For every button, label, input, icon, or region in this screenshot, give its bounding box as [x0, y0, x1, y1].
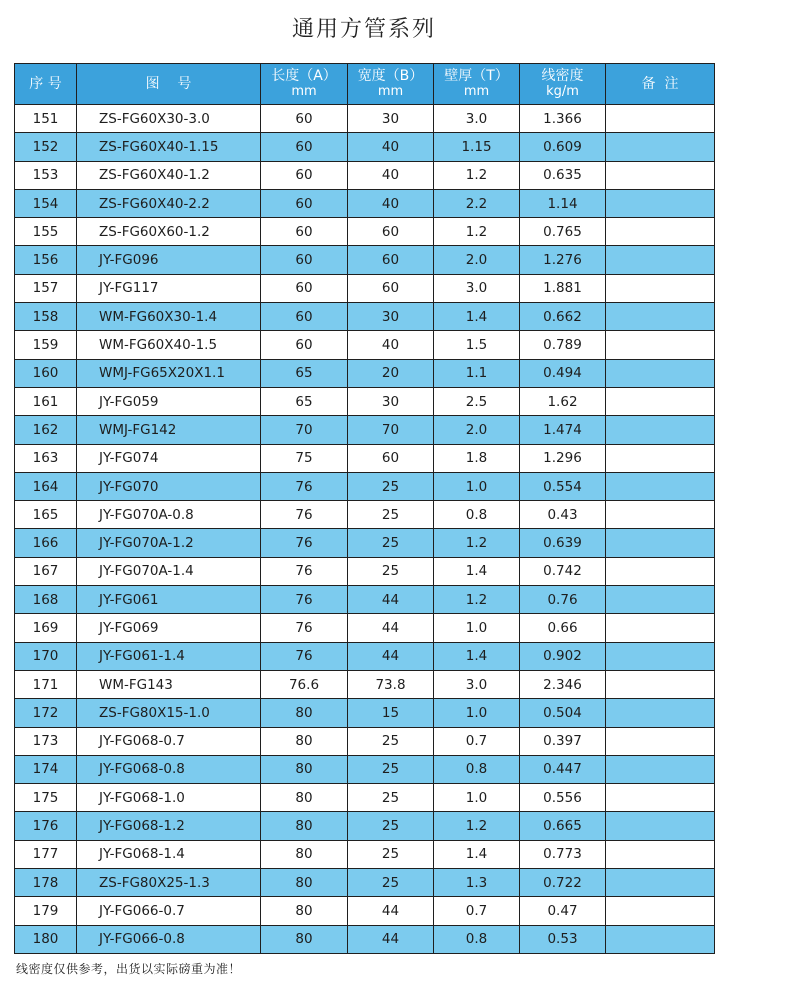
table-row — [15, 331, 715, 359]
cell-thickness: 1.4 — [434, 642, 520, 670]
cell-width: 60 — [348, 218, 434, 246]
cell-drawing: JY-FG074 — [77, 444, 261, 472]
cell-no: 155 — [15, 218, 77, 246]
table-row — [15, 642, 715, 670]
cell-drawing: ZS-FG60X60-1.2 — [77, 218, 261, 246]
cell-width: 25 — [348, 529, 434, 557]
cell-width: 25 — [348, 869, 434, 897]
table-row — [15, 416, 715, 444]
table-row — [15, 472, 715, 500]
cell-thickness: 1.2 — [434, 161, 520, 189]
cell-no: 168 — [15, 586, 77, 614]
table-row — [15, 784, 715, 812]
cell-width: 70 — [348, 416, 434, 444]
cell-length: 76 — [261, 501, 348, 529]
cell-drawing: JY-FG070A-1.4 — [77, 557, 261, 585]
cell-drawing: WM-FG143 — [77, 670, 261, 698]
table-row — [15, 501, 715, 529]
cell-density: 0.47 — [520, 897, 606, 925]
cell-thickness: 0.7 — [434, 897, 520, 925]
cell-width: 40 — [348, 133, 434, 161]
cell-thickness: 1.4 — [434, 840, 520, 868]
cell-drawing: JY-FG059 — [77, 387, 261, 415]
cell-thickness: 1.2 — [434, 586, 520, 614]
cell-no: 161 — [15, 387, 77, 415]
cell-no: 175 — [15, 784, 77, 812]
cell-length: 70 — [261, 416, 348, 444]
cell-density: 0.609 — [520, 133, 606, 161]
cell-length: 60 — [261, 105, 348, 133]
cell-thickness: 1.2 — [434, 812, 520, 840]
cell-density: 0.765 — [520, 218, 606, 246]
cell-remark — [606, 727, 715, 755]
cell-remark — [606, 670, 715, 698]
cell-width: 40 — [348, 189, 434, 217]
cell-remark — [606, 699, 715, 727]
header-row — [15, 64, 715, 105]
cell-thickness: 1.0 — [434, 699, 520, 727]
cell-length: 76 — [261, 614, 348, 642]
cell-thickness: 1.0 — [434, 784, 520, 812]
cell-drawing: ZS-FG80X15-1.0 — [77, 699, 261, 727]
cell-no: 158 — [15, 303, 77, 331]
cell-thickness: 1.3 — [434, 869, 520, 897]
cell-width: 30 — [348, 105, 434, 133]
cell-length: 60 — [261, 218, 348, 246]
cell-width: 60 — [348, 444, 434, 472]
table-row — [15, 133, 715, 161]
cell-no: 173 — [15, 727, 77, 755]
cell-width: 30 — [348, 387, 434, 415]
cell-remark — [606, 472, 715, 500]
table-row — [15, 586, 715, 614]
cell-no: 176 — [15, 812, 77, 840]
cell-no: 157 — [15, 274, 77, 302]
cell-density: 0.662 — [520, 303, 606, 331]
cell-density: 0.722 — [520, 869, 606, 897]
cell-thickness: 0.8 — [434, 925, 520, 953]
cell-length: 80 — [261, 925, 348, 953]
cell-length: 76.6 — [261, 670, 348, 698]
cell-density: 0.494 — [520, 359, 606, 387]
cell-density: 0.53 — [520, 925, 606, 953]
cell-remark — [606, 614, 715, 642]
cell-width: 40 — [348, 331, 434, 359]
cell-width: 25 — [348, 755, 434, 783]
cell-thickness: 1.0 — [434, 614, 520, 642]
cell-thickness: 1.1 — [434, 359, 520, 387]
cell-drawing: WM-FG60X30-1.4 — [77, 303, 261, 331]
cell-width: 60 — [348, 274, 434, 302]
cell-density: 0.397 — [520, 727, 606, 755]
cell-density: 0.66 — [520, 614, 606, 642]
cell-density: 0.635 — [520, 161, 606, 189]
table-row — [15, 246, 715, 274]
cell-length: 76 — [261, 529, 348, 557]
cell-density: 0.43 — [520, 501, 606, 529]
cell-thickness: 1.15 — [434, 133, 520, 161]
header-drawing-label: 图 号 — [145, 75, 192, 92]
cell-remark — [606, 218, 715, 246]
cell-width: 44 — [348, 642, 434, 670]
cell-remark — [606, 557, 715, 585]
cell-thickness: 3.0 — [434, 274, 520, 302]
cell-drawing: ZS-FG80X25-1.3 — [77, 869, 261, 897]
cell-remark — [606, 501, 715, 529]
cell-no: 154 — [15, 189, 77, 217]
cell-thickness: 0.8 — [434, 501, 520, 529]
cell-thickness: 1.4 — [434, 303, 520, 331]
footnote: 线密度仅供参考，出货以实际磅重为准！ — [16, 962, 242, 976]
cell-length: 80 — [261, 784, 348, 812]
cell-remark — [606, 133, 715, 161]
cell-width: 44 — [348, 925, 434, 953]
cell-density: 2.346 — [520, 670, 606, 698]
cell-width: 44 — [348, 614, 434, 642]
cell-thickness: 3.0 — [434, 105, 520, 133]
cell-no: 162 — [15, 416, 77, 444]
cell-no: 166 — [15, 529, 77, 557]
cell-length: 76 — [261, 557, 348, 585]
cell-width: 25 — [348, 472, 434, 500]
cell-drawing: JY-FG061 — [77, 586, 261, 614]
cell-remark — [606, 105, 715, 133]
cell-width: 25 — [348, 784, 434, 812]
cell-length: 80 — [261, 812, 348, 840]
cell-drawing: WMJ-FG142 — [77, 416, 261, 444]
cell-density: 1.14 — [520, 189, 606, 217]
cell-density: 0.902 — [520, 642, 606, 670]
cell-density: 0.504 — [520, 699, 606, 727]
spec-table — [14, 63, 715, 954]
table-row — [15, 699, 715, 727]
page-title: 通用方管系列 — [291, 17, 436, 42]
cell-remark — [606, 897, 715, 925]
cell-length: 60 — [261, 246, 348, 274]
cell-drawing: WM-FG60X40-1.5 — [77, 331, 261, 359]
header-width-unit: mm — [377, 84, 404, 99]
cell-no: 153 — [15, 161, 77, 189]
cell-density: 1.366 — [520, 105, 606, 133]
table-row — [15, 274, 715, 302]
cell-drawing: ZS-FG60X40-2.2 — [77, 189, 261, 217]
cell-remark — [606, 812, 715, 840]
cell-drawing: JY-FG061-1.4 — [77, 642, 261, 670]
cell-length: 65 — [261, 359, 348, 387]
cell-no: 160 — [15, 359, 77, 387]
table-row — [15, 614, 715, 642]
table-row — [15, 105, 715, 133]
cell-length: 60 — [261, 133, 348, 161]
cell-width: 60 — [348, 246, 434, 274]
cell-drawing: JY-FG096 — [77, 246, 261, 274]
cell-length: 80 — [261, 699, 348, 727]
cell-drawing: JY-FG070A-1.2 — [77, 529, 261, 557]
table-row — [15, 557, 715, 585]
table-row — [15, 755, 715, 783]
header-remark-label: 备 注 — [641, 75, 679, 92]
cell-width: 30 — [348, 303, 434, 331]
cell-drawing: JY-FG070A-0.8 — [77, 501, 261, 529]
table-row — [15, 303, 715, 331]
cell-width: 15 — [348, 699, 434, 727]
cell-density: 0.773 — [520, 840, 606, 868]
cell-thickness: 0.8 — [434, 755, 520, 783]
table-row — [15, 218, 715, 246]
cell-no: 159 — [15, 331, 77, 359]
header-density-label: 线密度 — [541, 68, 584, 84]
cell-no: 164 — [15, 472, 77, 500]
cell-density: 1.296 — [520, 444, 606, 472]
cell-remark — [606, 189, 715, 217]
cell-width: 25 — [348, 727, 434, 755]
cell-width: 73.8 — [348, 670, 434, 698]
cell-no: 177 — [15, 840, 77, 868]
cell-thickness: 2.5 — [434, 387, 520, 415]
cell-width: 25 — [348, 557, 434, 585]
header-drawing — [77, 64, 261, 105]
table-header — [15, 64, 715, 105]
cell-remark — [606, 784, 715, 812]
cell-length: 65 — [261, 387, 348, 415]
cell-density: 0.665 — [520, 812, 606, 840]
cell-length: 60 — [261, 303, 348, 331]
cell-thickness: 2.0 — [434, 246, 520, 274]
header-length — [261, 64, 348, 105]
cell-remark — [606, 642, 715, 670]
cell-remark — [606, 755, 715, 783]
table-body — [15, 105, 715, 954]
cell-no: 172 — [15, 699, 77, 727]
cell-length: 60 — [261, 331, 348, 359]
cell-length: 76 — [261, 472, 348, 500]
cell-width: 44 — [348, 586, 434, 614]
cell-thickness: 1.8 — [434, 444, 520, 472]
cell-drawing: JY-FG068-0.7 — [77, 727, 261, 755]
cell-density: 0.554 — [520, 472, 606, 500]
cell-drawing: JY-FG070 — [77, 472, 261, 500]
table-row — [15, 444, 715, 472]
header-no-label: 序 号 — [29, 75, 62, 92]
cell-drawing: JY-FG117 — [77, 274, 261, 302]
cell-length: 75 — [261, 444, 348, 472]
cell-drawing: JY-FG068-1.0 — [77, 784, 261, 812]
table-row — [15, 840, 715, 868]
cell-length: 80 — [261, 897, 348, 925]
cell-drawing: JY-FG069 — [77, 614, 261, 642]
cell-length: 60 — [261, 274, 348, 302]
cell-drawing: WMJ-FG65X20X1.1 — [77, 359, 261, 387]
cell-no: 170 — [15, 642, 77, 670]
cell-remark — [606, 529, 715, 557]
cell-remark — [606, 925, 715, 953]
cell-density: 0.76 — [520, 586, 606, 614]
cell-drawing: ZS-FG60X40-1.15 — [77, 133, 261, 161]
cell-no: 167 — [15, 557, 77, 585]
header-width-label: 宽度（B） — [357, 68, 424, 84]
cell-remark — [606, 161, 715, 189]
cell-remark — [606, 444, 715, 472]
cell-no: 179 — [15, 897, 77, 925]
cell-thickness: 2.0 — [434, 416, 520, 444]
header-density — [520, 64, 606, 105]
cell-remark — [606, 246, 715, 274]
table-row — [15, 727, 715, 755]
cell-thickness: 1.4 — [434, 557, 520, 585]
cell-density: 1.881 — [520, 274, 606, 302]
cell-drawing: JY-FG066-0.7 — [77, 897, 261, 925]
header-thickness — [434, 64, 520, 105]
header-remark — [606, 64, 715, 105]
cell-no: 152 — [15, 133, 77, 161]
table-row — [15, 161, 715, 189]
cell-width: 40 — [348, 161, 434, 189]
cell-drawing: JY-FG068-0.8 — [77, 755, 261, 783]
cell-remark — [606, 387, 715, 415]
cell-length: 80 — [261, 727, 348, 755]
header-width — [348, 64, 434, 105]
cell-no: 165 — [15, 501, 77, 529]
cell-thickness: 1.0 — [434, 472, 520, 500]
cell-remark — [606, 303, 715, 331]
table-row — [15, 387, 715, 415]
cell-density: 0.447 — [520, 755, 606, 783]
cell-no: 151 — [15, 105, 77, 133]
cell-length: 76 — [261, 586, 348, 614]
header-length-unit: mm — [291, 84, 317, 99]
cell-length: 80 — [261, 840, 348, 868]
cell-remark — [606, 331, 715, 359]
cell-remark — [606, 274, 715, 302]
cell-no: 180 — [15, 925, 77, 953]
cell-length: 60 — [261, 189, 348, 217]
cell-width: 44 — [348, 897, 434, 925]
cell-thickness: 1.2 — [434, 529, 520, 557]
table-row — [15, 812, 715, 840]
cell-width: 25 — [348, 840, 434, 868]
cell-remark — [606, 359, 715, 387]
cell-width: 25 — [348, 501, 434, 529]
cell-thickness: 3.0 — [434, 670, 520, 698]
cell-density: 0.556 — [520, 784, 606, 812]
cell-thickness: 1.2 — [434, 218, 520, 246]
table-row — [15, 359, 715, 387]
cell-thickness: 1.5 — [434, 331, 520, 359]
cell-width: 25 — [348, 812, 434, 840]
header-density-unit: kg/m — [546, 84, 579, 99]
cell-thickness: 2.2 — [434, 189, 520, 217]
header-no — [15, 64, 77, 105]
cell-density: 1.62 — [520, 387, 606, 415]
cell-no: 156 — [15, 246, 77, 274]
cell-no: 163 — [15, 444, 77, 472]
cell-drawing: JY-FG066-0.8 — [77, 925, 261, 953]
cell-length: 80 — [261, 755, 348, 783]
cell-no: 171 — [15, 670, 77, 698]
cell-no: 174 — [15, 755, 77, 783]
cell-drawing: JY-FG068-1.2 — [77, 812, 261, 840]
table-row — [15, 670, 715, 698]
cell-density: 0.742 — [520, 557, 606, 585]
table-row — [15, 897, 715, 925]
table-row — [15, 925, 715, 953]
cell-length: 76 — [261, 642, 348, 670]
cell-density: 1.474 — [520, 416, 606, 444]
cell-length: 80 — [261, 869, 348, 897]
header-length-label: 长度（A） — [271, 68, 337, 84]
cell-drawing: JY-FG068-1.4 — [77, 840, 261, 868]
header-thickness-label: 壁厚（T） — [444, 68, 509, 84]
cell-no: 169 — [15, 614, 77, 642]
cell-remark — [606, 586, 715, 614]
cell-density: 0.639 — [520, 529, 606, 557]
header-thickness-unit: mm — [463, 84, 490, 99]
cell-remark — [606, 869, 715, 897]
cell-remark — [606, 840, 715, 868]
cell-remark — [606, 416, 715, 444]
table-row — [15, 869, 715, 897]
cell-density: 1.276 — [520, 246, 606, 274]
cell-drawing: ZS-FG60X40-1.2 — [77, 161, 261, 189]
cell-no: 178 — [15, 869, 77, 897]
table-row — [15, 529, 715, 557]
cell-length: 60 — [261, 161, 348, 189]
cell-thickness: 0.7 — [434, 727, 520, 755]
cell-drawing: ZS-FG60X30-3.0 — [77, 105, 261, 133]
table-row — [15, 189, 715, 217]
cell-density: 0.789 — [520, 331, 606, 359]
cell-width: 20 — [348, 359, 434, 387]
